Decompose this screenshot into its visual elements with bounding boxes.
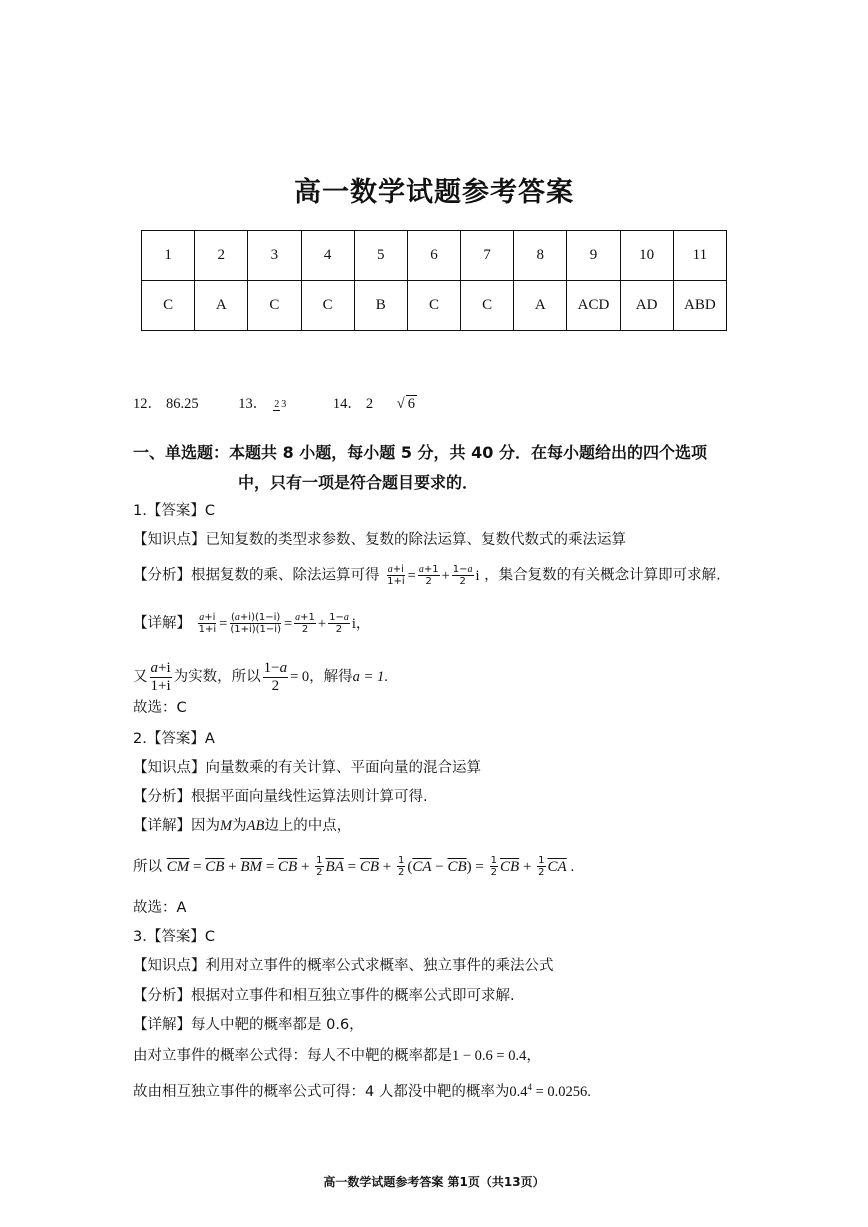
q3-line2 — [133, 1046, 541, 1066]
table-cell: ACD — [567, 281, 620, 331]
q3-line3-rest: = 0.0256 — [531, 1083, 588, 1100]
q1-also: 又 $\frac{a+i}{1+i}$ 为实数，所以 $\frac{1-a}{2}$ = 0，解得a = 1. — [133, 659, 388, 694]
table-cell: 4 — [301, 231, 354, 281]
table-cell: C — [407, 281, 460, 331]
q3-detail: 【详解】每人中靶的概率都是 0.6， — [133, 1017, 364, 1033]
q1-answer: 1.【答案】C — [133, 503, 215, 519]
q3-answer: 3.【答案】C — [133, 929, 215, 945]
fill-in-answers — [133, 392, 417, 413]
table-cell: C — [461, 281, 514, 331]
q2-vector-formula: $\overline{CM} = \overline{CB} + \overline{BM} = \overline{CB}$ + $\frac{1}{2}$ $\overline{BA} = \overline{CB}$ + $\frac{1}{2}$ $(\overline{CA} - \overline{CB})$ = $\frac{1}{2}$ $\overline{CB}$ + $\frac{1}{2}$ $\overline{CA}$ . — [166, 855, 575, 878]
table-cell: 1 — [142, 231, 195, 281]
q2-detail-prefix: 【详解】因为 — [133, 818, 220, 834]
q2-answer: 2.【答案】A — [133, 731, 215, 747]
answer-row — [142, 281, 727, 331]
q1-detail-formula: $\frac{a+i}{1+i}$ = $\frac{(a+i)(1-i)}{(1+i)(1-i)}$ = $\frac{a+1}{2}$ + $\frac{1-a}{2}$ i， — [198, 612, 371, 635]
q1-also-frac2: $\frac{1-a}{2}$ — [263, 659, 288, 694]
table-cell: 5 — [354, 231, 407, 281]
q3-line2-prefix: 由对立事件的概率公式得：每人不中靶的概率都是 — [133, 1048, 452, 1064]
q3-line3 — [133, 1077, 591, 1102]
q1-also-prefix: 又 — [133, 669, 148, 685]
table-cell: 9 — [567, 231, 620, 281]
table-cell: A — [195, 281, 248, 331]
q13-label: 13． — [238, 396, 268, 412]
q3-line3-base: 0.4 — [509, 1083, 528, 1100]
table-cell: ABD — [673, 281, 726, 331]
q13-denominator: 3 — [281, 398, 287, 410]
section-heading-line1: 一、单选题：本题共 8 小题，每小题 5 分，共 40 分．在每小题给出的四个选项 — [133, 443, 707, 462]
question-number-row — [142, 231, 727, 281]
q1-also-mid: 为实数，所以 — [173, 669, 261, 685]
q1-choice: 故选：C — [133, 700, 187, 716]
q1-detail-prefix: 【详解】 — [133, 615, 191, 632]
table-cell: A — [514, 281, 567, 331]
q14-value: 2 — [365, 396, 374, 412]
table-cell: 11 — [673, 231, 726, 281]
section-heading-line2: 中，只有一项是符合题目要求的． — [238, 473, 479, 492]
q1-analysis — [133, 564, 721, 587]
q3-line3-suffix: . — [587, 1083, 591, 1100]
table-cell: C — [301, 281, 354, 331]
q12-label: 12． — [133, 396, 162, 412]
q14-label: 14． — [332, 396, 362, 412]
q2-so-prefix: 所以 — [133, 859, 162, 875]
q2-detail-suffix: 边上的中点， — [264, 818, 352, 834]
table-cell: 10 — [620, 231, 673, 281]
table-cell: 3 — [248, 231, 301, 281]
table-cell: AD — [620, 281, 673, 331]
q3-line2-suffix: ， — [526, 1048, 541, 1064]
q2-analysis: 【分析】根据平面向量线性运算法则计算可得. — [133, 789, 428, 805]
q14-sqrt: √ 6 — [396, 396, 415, 412]
q1-also-eq: = 0 — [290, 669, 310, 685]
q1-also-frac: $\frac{a+i}{1+i}$ — [150, 660, 171, 694]
q2-knowledge: 【知识点】向量数乘的有关计算、平面向量的混合运算 — [133, 760, 481, 776]
q1-analysis-prefix: 【分析】根据复数的乘、除法运算可得 — [133, 567, 380, 584]
q1-also-result: a = 1 — [352, 669, 385, 685]
table-cell: 6 — [407, 231, 460, 281]
q2-detail — [133, 816, 351, 836]
section-heading — [133, 438, 743, 498]
table-cell: 8 — [514, 231, 567, 281]
q3-knowledge: 【知识点】利用对立事件的概率公式求概率、独立事件的乘法公式 — [133, 958, 554, 974]
q3-line3-exp: 4 — [527, 1082, 532, 1092]
q2-detail-m: M — [220, 818, 233, 834]
q3-line3-prefix: 故由相互独立事件的概率公式可得：4 人都没中靶的概率为 — [133, 1083, 510, 1100]
q1-also-suffix: ，解得 — [309, 669, 353, 685]
q14-radicand: 6 — [407, 396, 415, 412]
q1-analysis-suffix: ，集合复数的有关概念计算即可求解. — [484, 567, 721, 584]
q2-detail-ab: AB — [246, 818, 265, 834]
q1-detail — [133, 612, 370, 635]
page-footer: 高一数学试题参考答案 第1页（共13页） — [323, 1175, 545, 1189]
q2-detail-mid: 为 — [232, 818, 247, 834]
q1-analysis-formula: $\frac{a+i}{1+i}$ = $\frac{a+1}{2}$ + $\frac{1-a}{2}$ i — [387, 564, 480, 587]
q13-numerator: 2 — [274, 398, 280, 410]
q1-knowledge: 【知识点】已知复数的类型求参数、复数的除法运算、复数代数式的乘法运算 — [133, 532, 626, 548]
table-cell: 7 — [461, 231, 514, 281]
q13-fraction — [273, 399, 287, 411]
page-title: 高一数学试题参考答案 — [294, 177, 574, 208]
table-cell: B — [354, 281, 407, 331]
q3-analysis: 【分析】根据对立事件和相互独立事件的概率公式即可求解. — [133, 988, 515, 1004]
q2-choice: 故选：A — [133, 900, 187, 916]
table-cell: C — [142, 281, 195, 331]
q3-line2-math: 1 − 0.6 = 0.4 — [452, 1048, 527, 1064]
answer-table — [141, 230, 727, 331]
q2-so — [133, 855, 574, 878]
q12-value: 86.25 — [166, 396, 199, 412]
table-cell: 2 — [195, 231, 248, 281]
table-cell: C — [248, 281, 301, 331]
